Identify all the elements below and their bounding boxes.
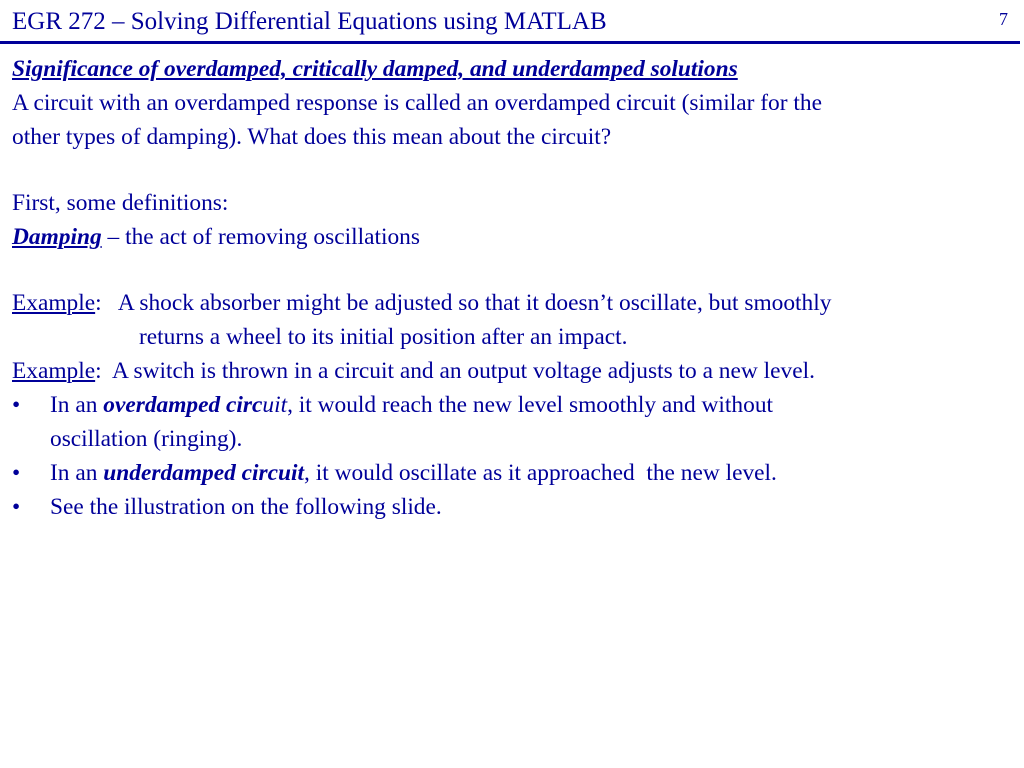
example-2-line (12, 354, 1012, 388)
list-item (12, 388, 1012, 422)
bullet-2-suffix: , it would oscillate as it approached the new level. (304, 460, 777, 486)
list-item (12, 490, 1012, 524)
example-1-text-2: returns a wheel to its initial position after an impact. (139, 324, 628, 350)
spacer (12, 254, 1012, 286)
bullet-icon: • (12, 460, 21, 486)
definitions-intro: First, some definitions: (12, 190, 229, 216)
list-item (12, 456, 1012, 490)
bullet-icon: • (12, 392, 21, 418)
example-1-text-1: A shock absorber might be adjusted so that it doesn’t oscillate, but smoothly (117, 290, 832, 316)
example-1-line-1 (12, 286, 1012, 320)
slide-title: EGR 272 – Solving Differential Equations using MATLAB (12, 8, 607, 35)
example-2-label: Example (12, 358, 96, 384)
damping-definition: – the act of removing oscillations (101, 224, 420, 250)
damping-term: Damping (12, 224, 102, 250)
example-2-text: A switch is thrown in a circuit and an output voltage adjusts to a new level. (112, 358, 815, 384)
bullet-2-prefix: In an (50, 460, 104, 486)
title-divider (0, 41, 1020, 44)
bullet-1-emphasis-bold: overdamped circ (103, 392, 263, 418)
intro-line-2: other types of damping). What does this mean about the circuit? (12, 124, 612, 150)
section-heading: Significance of overdamped, critically damped, and underdamped solutions (12, 56, 738, 82)
bullet-1-emphasis-italic: uit (262, 392, 288, 418)
intro-line-1: A circuit with an overdamped response is called an overdamped circuit (similar for the (12, 90, 822, 116)
slide-number: 7 (999, 9, 1008, 29)
spacer (12, 154, 1012, 186)
bullet-1-prefix: In an (50, 392, 104, 418)
bullet-icon: • (12, 494, 21, 520)
example-1-separator: : (95, 290, 118, 316)
bullet-3-text: See the illustration on the following slide. (50, 494, 442, 520)
example-2-separator: : (95, 358, 113, 384)
slide-body (12, 52, 1012, 524)
section-heading-line (12, 52, 1012, 86)
bullet-1-continuation: oscillation (ringing). (50, 426, 243, 452)
bullet-1-suffix: , it would reach the new level smoothly and without (287, 392, 774, 418)
damping-definition-line (12, 220, 1012, 254)
example-1-label: Example (12, 290, 96, 316)
bullet-2-emphasis-bold: underdamped circuit (103, 460, 305, 486)
